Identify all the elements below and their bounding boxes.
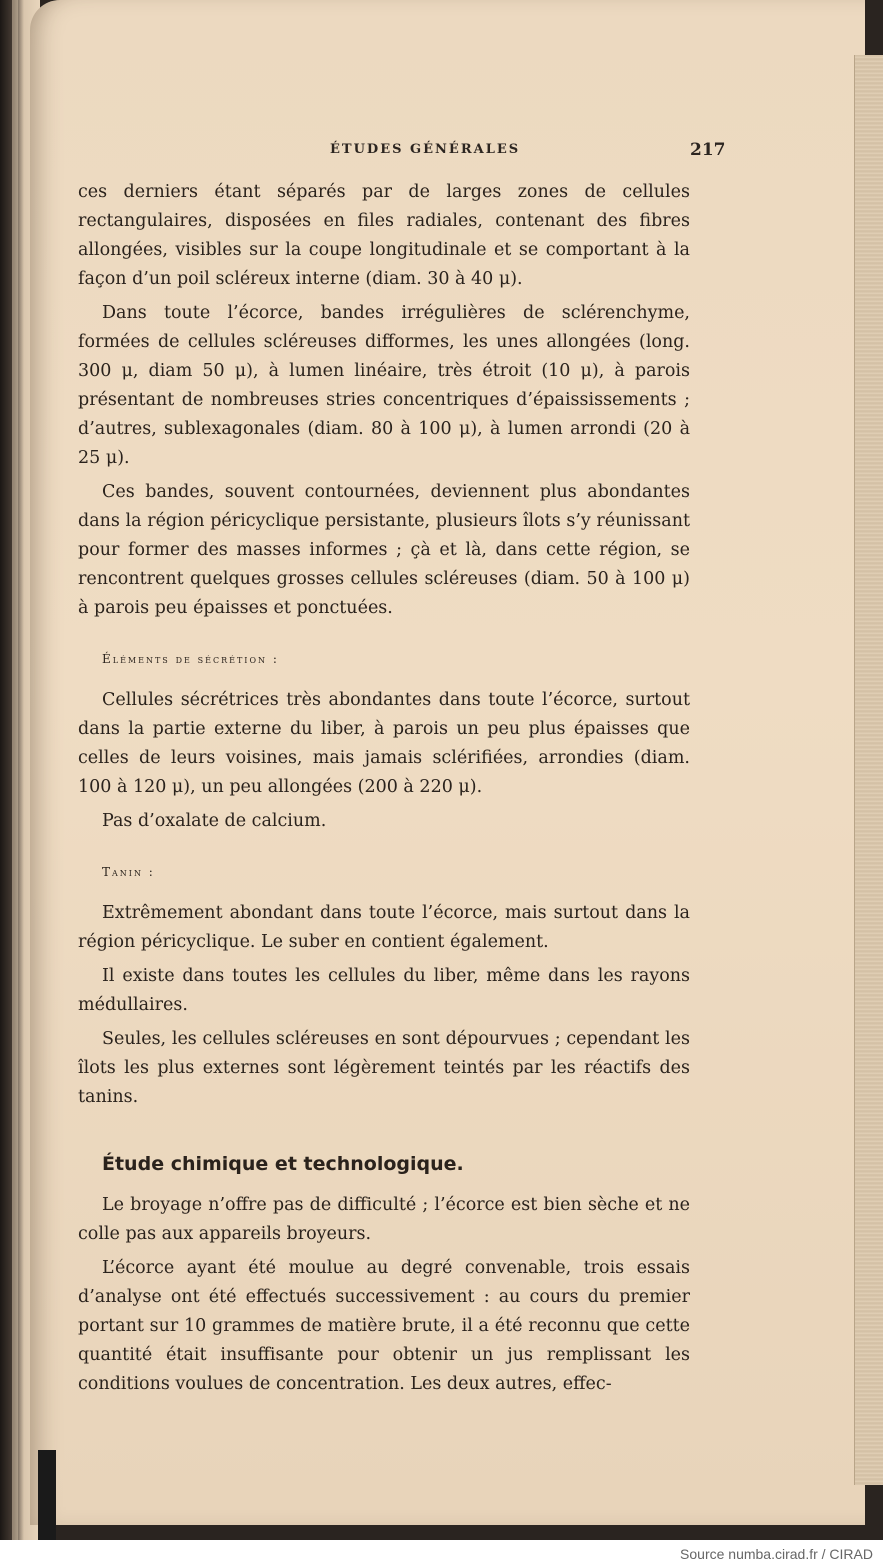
body-text (78, 178, 690, 1404)
paragraph: Dans toute l’écorce, bandes irrégulières de sclérenchyme, formées de cellules scléreuses difformes, les unes allongées (long. 300 μ, diam 50 μ), à lumen linéaire, très étroit (10 μ), à parois présentant de nombreuses stries concentriques d’épaississements ; d’autres, sublexagonales (diam. 80 à 100 μ), à lumen arrondi (20 à 25 μ). (78, 303, 690, 468)
paragraph: ces derniers étant séparés par de larges zones de cellules rectangulaires, disposées en files radiales, contenant des fibres allongées, visibles sur la coupe longitudinale et se comportant à la façon d’un poil scléreux interne (diam. 30 à 40 μ). (78, 182, 690, 289)
paragraph: Cellules sécrétrices très abondantes dans toute l’écorce, surtout dans la partie externe du liber, à parois un peu plus épaisses que celles de leurs voisines, mais jamais sclérifiées, arrondies (diam. 100 à 120 μ), un peu allongées (200 à 220 μ). (78, 690, 690, 797)
running-head: ÉTUDES GÉNÉRALES (330, 142, 521, 157)
paragraph: L’écorce ayant été moulue au degré convenable, trois essais d’analyse ont été effectués successivement : au cours du premier portant sur 10 grammes de matière brute, il a été reconnu que cette quantité était insuffisante pour obtenir un jus remplissant les conditions voulues de concentration. Les deux autres, effec- (78, 1258, 690, 1394)
paragraph: Il existe dans toutes les cellules du liber, même dans les rayons médullaires. (78, 966, 690, 1015)
paragraph: Le broyage n’offre pas de difficulté ; l’écorce est bien sèche et ne colle pas aux appareils broyeurs. (78, 1195, 690, 1244)
paragraph: Pas d’oxalate de calcium. (102, 811, 327, 831)
section-label-tanin: Tanin : (102, 865, 155, 879)
page-stack-edge (854, 55, 883, 1485)
section-label-secretion: Éléments de sécrétion : (102, 652, 279, 666)
bookmark-ribbon (38, 1450, 56, 1540)
source-credit: Source numba.cirad.fr / CIRAD (680, 1546, 873, 1562)
section-heading-chimique: Étude chimique et technologique. (102, 1153, 464, 1175)
page-number: 217 (690, 140, 726, 160)
paragraph: Ces bandes, souvent contournées, deviennent plus abondantes dans la région péricyclique persistante, plusieurs îlots s’y réunissant pour former des masses informes ; çà et là, dans cette région, se rencontrent quelques grosses cellules scléreuses (diam. 50 à 100 μ) à parois peu épaisses et ponctuées. (78, 482, 690, 618)
paragraph: Seules, les cellules scléreuses en sont dépourvues ; cependant les îlots les plus externes sont légèrement teintés par les réactifs des tanins. (78, 1029, 690, 1107)
paragraph: Extrêmement abondant dans toute l’écorce, mais surtout dans la région péricyclique. Le suber en contient également. (78, 903, 690, 952)
